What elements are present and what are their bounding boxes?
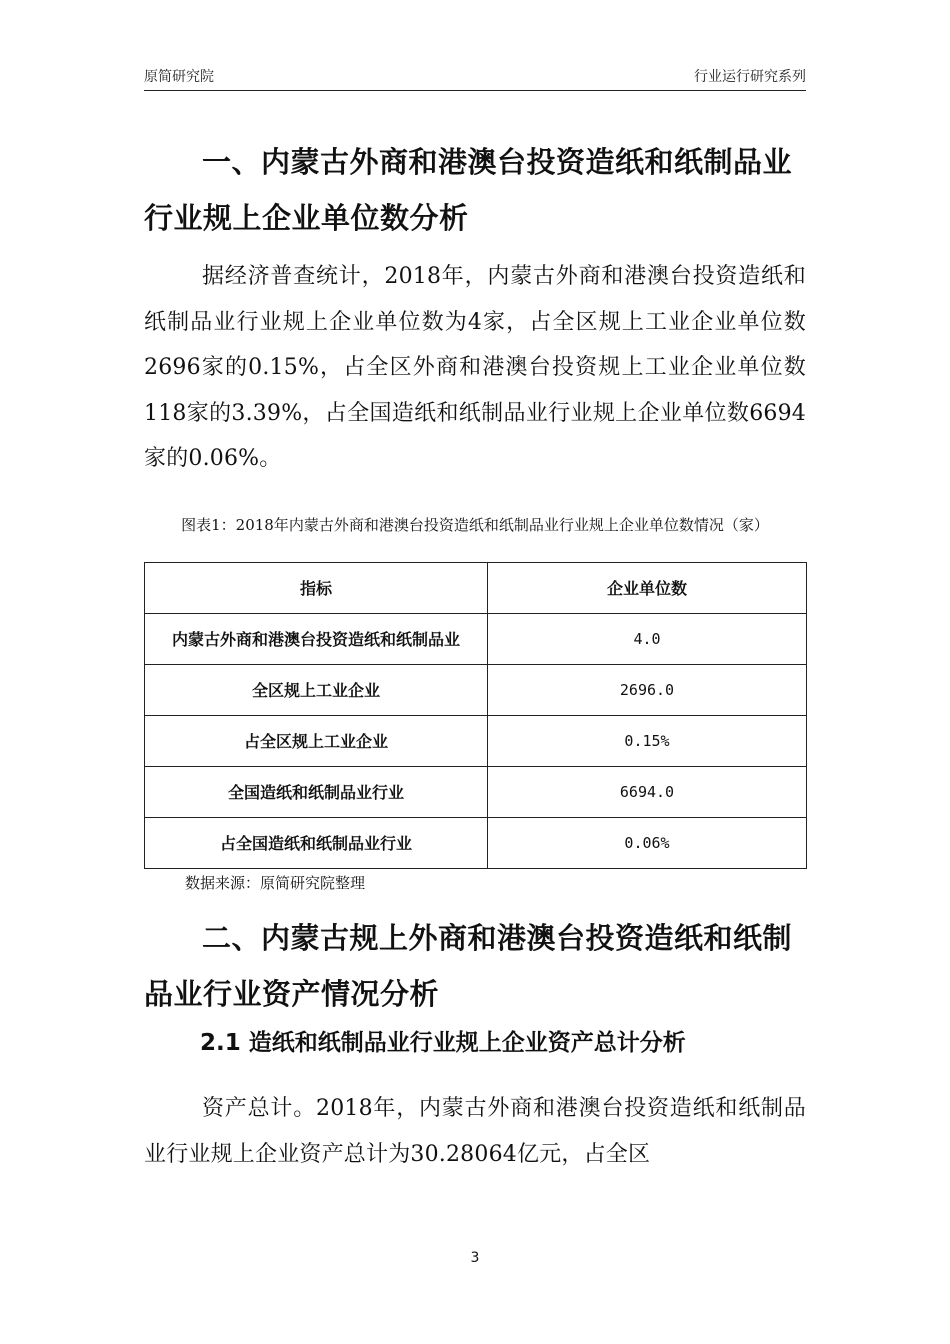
- header-org-name: 原简研究院: [144, 69, 214, 85]
- row-label: 占全国造纸和纸制品业行业: [145, 818, 488, 869]
- row-label: 全区规上工业企业: [145, 665, 488, 716]
- header-series-name: 行业运行研究系列: [694, 69, 806, 85]
- row-value: 0.15%: [488, 716, 807, 767]
- row-label: 全国造纸和纸制品业行业: [145, 767, 488, 818]
- table-row: [145, 716, 807, 767]
- subsection-title: 2.1 造纸和纸制品业行业规上企业资产总计分析: [200, 1030, 686, 1056]
- column-header-indicator: 指标: [145, 563, 488, 614]
- column-header-count: 企业单位数: [488, 563, 807, 614]
- page-number: 3: [470, 1250, 480, 1266]
- table-row: [145, 665, 807, 716]
- row-value: 0.06%: [488, 818, 807, 869]
- row-label: 占全区规上工业企业: [145, 716, 488, 767]
- table-row: [145, 767, 807, 818]
- table-caption: 图表1：2018年内蒙古外商和港澳台投资造纸和纸制品业行业规上企业单位数情况（家）: [181, 516, 769, 534]
- table-source-note: 数据来源：原简研究院整理: [185, 874, 366, 892]
- row-value: 4.0: [488, 614, 807, 665]
- row-value: 2696.0: [488, 665, 807, 716]
- table-row: [145, 614, 807, 665]
- row-label: 内蒙古外商和港澳台投资造纸和纸制品业: [145, 614, 488, 665]
- section2-paragraph: 资产总计。2018年，内蒙古外商和港澳台投资造纸和纸制品业行业规上企业资产总计为30.28064亿元，占全区: [144, 1096, 806, 1167]
- table-row: [145, 818, 807, 869]
- enterprise-count-table: [144, 562, 807, 869]
- table-header-row: [145, 563, 807, 614]
- section1-title: 一、内蒙古外商和港澳台投资造纸和纸制品业行业规上企业单位数分析: [144, 145, 793, 235]
- page-header: [144, 66, 806, 91]
- section1-paragraph: 据经济普查统计，2018年，内蒙古外商和港澳台投资造纸和纸制品业行业规上企业单位数为4家，占全区规上工业企业单位数2696家的0.15%，占全区外商和港澳台投资规上工业企业单位数118家的3.39%，占全国造纸和纸制品业行业规上企业单位数6694家的0.06%。: [144, 264, 806, 471]
- row-value: 6694.0: [488, 767, 807, 818]
- section2-title: 二、内蒙古规上外商和港澳台投资造纸和纸制品业行业资产情况分析: [144, 921, 793, 1011]
